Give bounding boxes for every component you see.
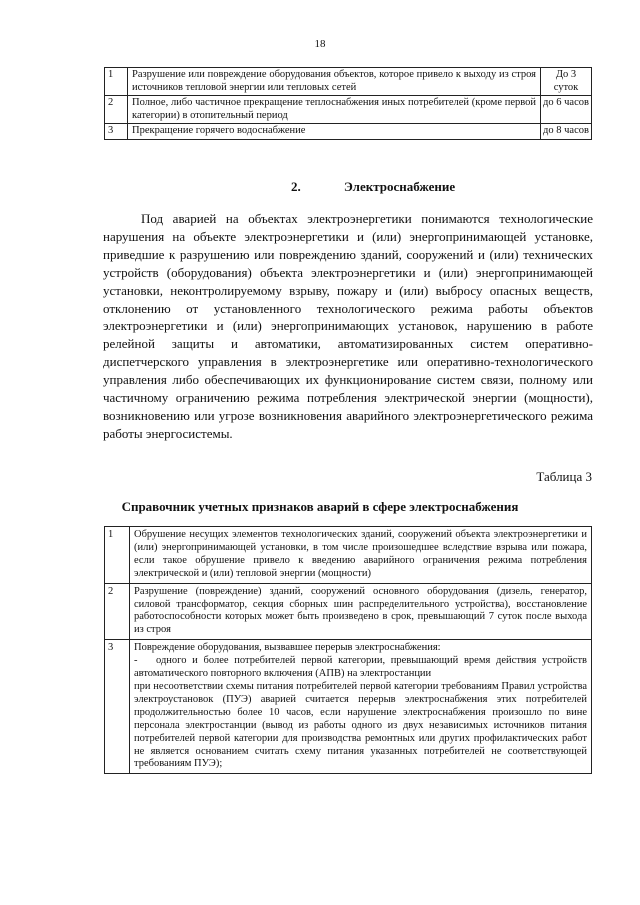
table-row (105, 68, 592, 96)
table-label: Таблица 3 (536, 469, 592, 484)
row-duration: до 6 часов (541, 96, 592, 124)
table-row (105, 124, 592, 140)
row-intro: Повреждение оборудования, вызвавшее перерыв электроснабжения: (134, 642, 441, 654)
dash-marker: - (134, 655, 138, 667)
row-description: Обрушение несущих элементов технологических зданий, сооружений объекта электроэнергетики и (или) энергопринимающей установки, в том числе произошедшее вследствие взрыва или пожара, если такое обрушение привело к введению аварийного ограничения режима потребления электрической и (или) тепловой энергии (мощности) (130, 527, 592, 584)
table-row (105, 96, 592, 124)
accident-table-power (104, 526, 592, 774)
row-bullet (134, 655, 587, 681)
row-number: 2 (105, 583, 130, 640)
row-description: Прекращение горячего водоснабжение (128, 124, 541, 140)
row-number: 3 (105, 640, 130, 774)
table-row (105, 583, 592, 640)
accident-table-heat (104, 67, 592, 140)
table-title: Справочник учетных признаков аварий в сфере электроснабжения (121, 499, 519, 514)
row-number: 1 (105, 68, 128, 96)
row-duration: До 3 суток (541, 68, 592, 96)
table-row (105, 640, 592, 774)
row-number: 3 (105, 124, 128, 140)
row-bullet-text: одного и более потребителей первой категории, превышающий время действия устройств автоматического повторного включения (АПВ) на электростанции (134, 655, 587, 680)
row-description (130, 640, 592, 774)
section-number: 2. (291, 179, 301, 194)
section-title: Электроснабжение (344, 179, 456, 194)
row-description: Полное, либо частичное прекращение теплоснабжения иных потребителей (кроме первой категории) в отопительный период (128, 96, 541, 124)
row-description: Разрушение или повреждение оборудования объектов, которое привело к выходу из строя источников тепловой энергии или тепловых сетей (128, 68, 541, 96)
body-paragraph: Под аварией на объектах электроэнергетики понимаются технологические нарушения на объекте электроэнергетики и (или) энергопринимающей установке, приведшие к разрушению или повреждению зданий, сооружений и (или) технических устройств (оборудования) объекта электроэнергетики и (или) энергопринимающей установки, неконтролируемому взрыву, пожару и (или) выбросу опасных веществ, отклонению от установленного технологического режима работы объектов электроэнергетики и (или) энергопринимающих установок, нарушению в работе релейной защиты и автоматики, автоматизированных систем оперативно-диспетчерского управления в электроэнергетике или оперативно-технологического управления либо обеспечивающих их функционирование систем связи, полному или частичному ограничению режима потребления электрической энергии (мощности), возникновению или угрозе возникновения аварийного электроэнергетического режима работы энергосистемы. (103, 211, 593, 441)
row-description: Разрушение (повреждение) зданий, сооружений основного оборудования (дизель, генератор, силовой трансформатор, секция сборных шин распределительного устройства), восстановление работоспособности которых может быть произведено в срок, превышающий 7 суток после выхода из строя (130, 583, 592, 640)
row-number: 1 (105, 527, 130, 584)
row-duration: до 8 часов (541, 124, 592, 140)
table-row (105, 527, 592, 584)
page-number: 18 (314, 38, 326, 50)
row-rest: при несоответствии схемы питания потребителей первой категории требованиям Правил устройства электроустановок (ПУЭ) аварией считается перерыв электроснабжения этих потребителей продолжительностью более 10 часов, если нарушение электроснабжения произошло по вине персонала электростанции (вывод из работы одного из двух независимых источников питания потребителей первой категории для производства ремонтных или других профилактических работ не является основанием считать схему питания указанных потребителей не соответствующей требованиям ПУЭ); (134, 680, 587, 770)
row-number: 2 (105, 96, 128, 124)
